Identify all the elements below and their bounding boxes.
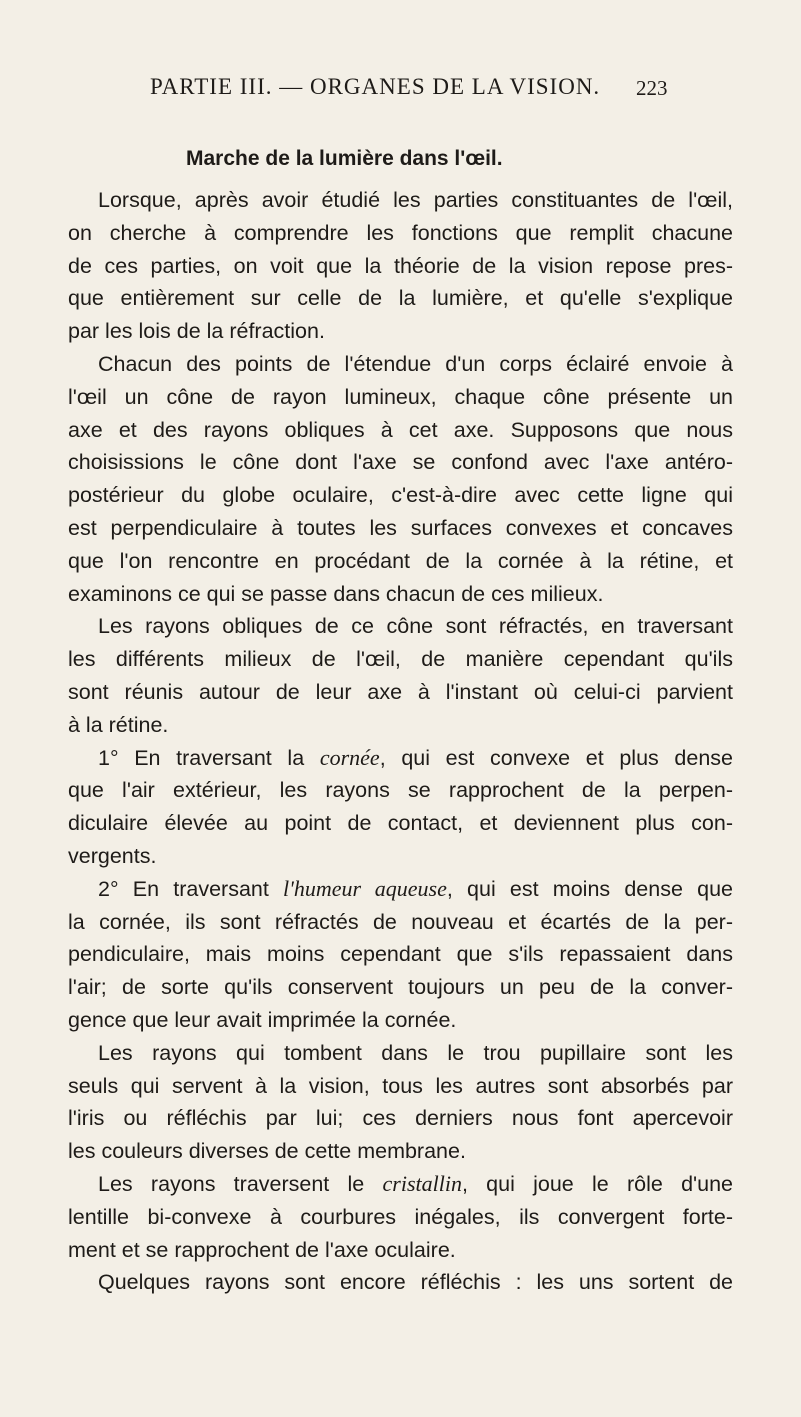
text-run: par les lois de la réfraction. bbox=[68, 319, 325, 344]
text-run: vergents. bbox=[68, 843, 157, 868]
text-run: les différents milieux de l'œil, de manière cependant qu'ils bbox=[68, 647, 733, 672]
text-line bbox=[68, 742, 733, 775]
text-line bbox=[68, 938, 733, 971]
text-run: est perpendiculaire à toutes les surfaces convexes et concaves bbox=[68, 515, 733, 540]
text-run: Les rayons qui tombent dans le trou pupillaire sont les bbox=[98, 1040, 733, 1065]
paragraph bbox=[68, 610, 733, 741]
text-run: on cherche à comprendre les fonctions que remplit chacune bbox=[68, 220, 733, 245]
paragraph bbox=[68, 873, 733, 1037]
text-line bbox=[68, 840, 733, 873]
text-line bbox=[68, 446, 733, 479]
text-run: 1° En traversant la bbox=[98, 745, 320, 770]
text-run: seuls qui servent à la vision, tous les autres sont absorbés par bbox=[68, 1073, 733, 1098]
text-line bbox=[68, 774, 733, 807]
text-run: lentille bi-convexe à courbures inégales, ils convergent forte- bbox=[68, 1204, 733, 1229]
text-run: que l'air extérieur, les rayons se rapprochent de la perpen- bbox=[68, 778, 733, 803]
text-run: de ces parties, on voit que la théorie de la vision repose pres- bbox=[68, 253, 733, 278]
text-run: , qui est moins dense que bbox=[446, 876, 733, 901]
paragraph bbox=[68, 742, 733, 873]
body-text bbox=[68, 184, 733, 1299]
paragraph bbox=[68, 1037, 733, 1168]
text-line bbox=[68, 643, 733, 676]
paragraph bbox=[68, 184, 733, 348]
text-line bbox=[68, 512, 733, 545]
text-line bbox=[68, 315, 733, 348]
text-run: examinons ce qui se passe dans chacun de ces milieux. bbox=[68, 581, 604, 606]
text-line bbox=[68, 1135, 733, 1168]
text-line bbox=[68, 414, 733, 447]
text-line bbox=[68, 282, 733, 315]
text-run: Quelques rayons sont encore réfléchis : les uns sortent de bbox=[98, 1270, 733, 1295]
text-run: Chacun des points de l'étendue d'un corps éclairé envoie à bbox=[98, 351, 733, 376]
text-line bbox=[68, 1102, 733, 1135]
text-run: postérieur du globe oculaire, c'est-à-dire avec cette ligne qui bbox=[68, 483, 733, 508]
text-line bbox=[68, 545, 733, 578]
text-run: Les rayons obliques de ce cône sont réfractés, en traversant bbox=[98, 614, 733, 639]
text-line bbox=[68, 676, 733, 709]
text-run: que l'on rencontre en procédant de la cornée à la rétine, et bbox=[68, 548, 733, 573]
text-line bbox=[68, 381, 733, 414]
text-run: l'iris ou réfléchis par lui; ces derniers nous font apercevoir bbox=[68, 1106, 733, 1131]
italic-term: cornée bbox=[319, 744, 380, 770]
text-line bbox=[68, 807, 733, 840]
text-line bbox=[68, 1266, 733, 1299]
text-line bbox=[68, 1004, 733, 1037]
running-head: PARTIE III. — ORGANES DE LA VISION. bbox=[150, 74, 601, 99]
text-line bbox=[68, 1070, 733, 1103]
text-line bbox=[68, 250, 733, 283]
text-line bbox=[68, 1234, 733, 1267]
text-line bbox=[68, 578, 733, 611]
text-line bbox=[68, 971, 733, 1004]
text-line bbox=[68, 348, 733, 381]
text-line bbox=[68, 479, 733, 512]
text-run: axe et des rayons obliques à cet axe. Supposons que nous bbox=[68, 417, 733, 442]
italic-term: cristallin bbox=[382, 1170, 462, 1196]
text-run: sont réunis autour de leur axe à l'instant où celui-ci parvient bbox=[68, 679, 733, 704]
text-run: les couleurs diverses de cette membrane. bbox=[68, 1139, 466, 1164]
text-run: l'air; de sorte qu'ils conservent toujours un peu de la conver- bbox=[68, 975, 733, 1000]
text-line bbox=[68, 217, 733, 250]
text-run: gence que leur avait imprimée la cornée. bbox=[68, 1007, 457, 1032]
text-run: Les rayons traversent le bbox=[98, 1171, 383, 1196]
page-number: 223 bbox=[636, 76, 668, 100]
paragraph bbox=[68, 348, 733, 610]
text-run: que entièrement sur celle de la lumière, et qu'elle s'explique bbox=[68, 286, 733, 311]
text-line bbox=[68, 906, 733, 939]
text-line bbox=[68, 1037, 733, 1070]
text-run: choisissions le cône dont l'axe se confond avec l'axe antéro- bbox=[68, 450, 733, 475]
text-line bbox=[68, 1168, 733, 1201]
text-line bbox=[68, 709, 733, 742]
text-run: pendiculaire, mais moins cependant que s'ils repassaient dans bbox=[68, 942, 733, 967]
text-run: à la rétine. bbox=[68, 712, 169, 737]
section-title: Marche de la lumière dans l'œil. bbox=[186, 147, 503, 170]
text-run: diculaire élevée au point de contact, et deviennent plus con- bbox=[68, 811, 733, 836]
text-run: , qui joue le rôle d'une bbox=[461, 1171, 733, 1196]
paragraph bbox=[68, 1266, 733, 1299]
text-run: l'œil un cône de rayon lumineux, chaque cône présente un bbox=[68, 384, 733, 409]
paragraph bbox=[68, 1168, 733, 1266]
text-line bbox=[68, 610, 733, 643]
text-line bbox=[68, 1201, 733, 1234]
text-run: la cornée, ils sont réfractés de nouveau et écartés de la per- bbox=[68, 909, 733, 934]
text-run: 2° En traversant bbox=[98, 876, 284, 901]
text-run: Lorsque, après avoir étudié les parties constituantes de l'œil, bbox=[98, 188, 733, 212]
text-run: , qui est convexe et plus dense bbox=[379, 745, 734, 770]
text-line bbox=[68, 873, 733, 906]
text-line bbox=[68, 184, 733, 217]
italic-term: l'humeur aqueuse bbox=[283, 875, 447, 901]
text-run: ment et se rapprochent de l'axe oculaire. bbox=[68, 1237, 456, 1262]
